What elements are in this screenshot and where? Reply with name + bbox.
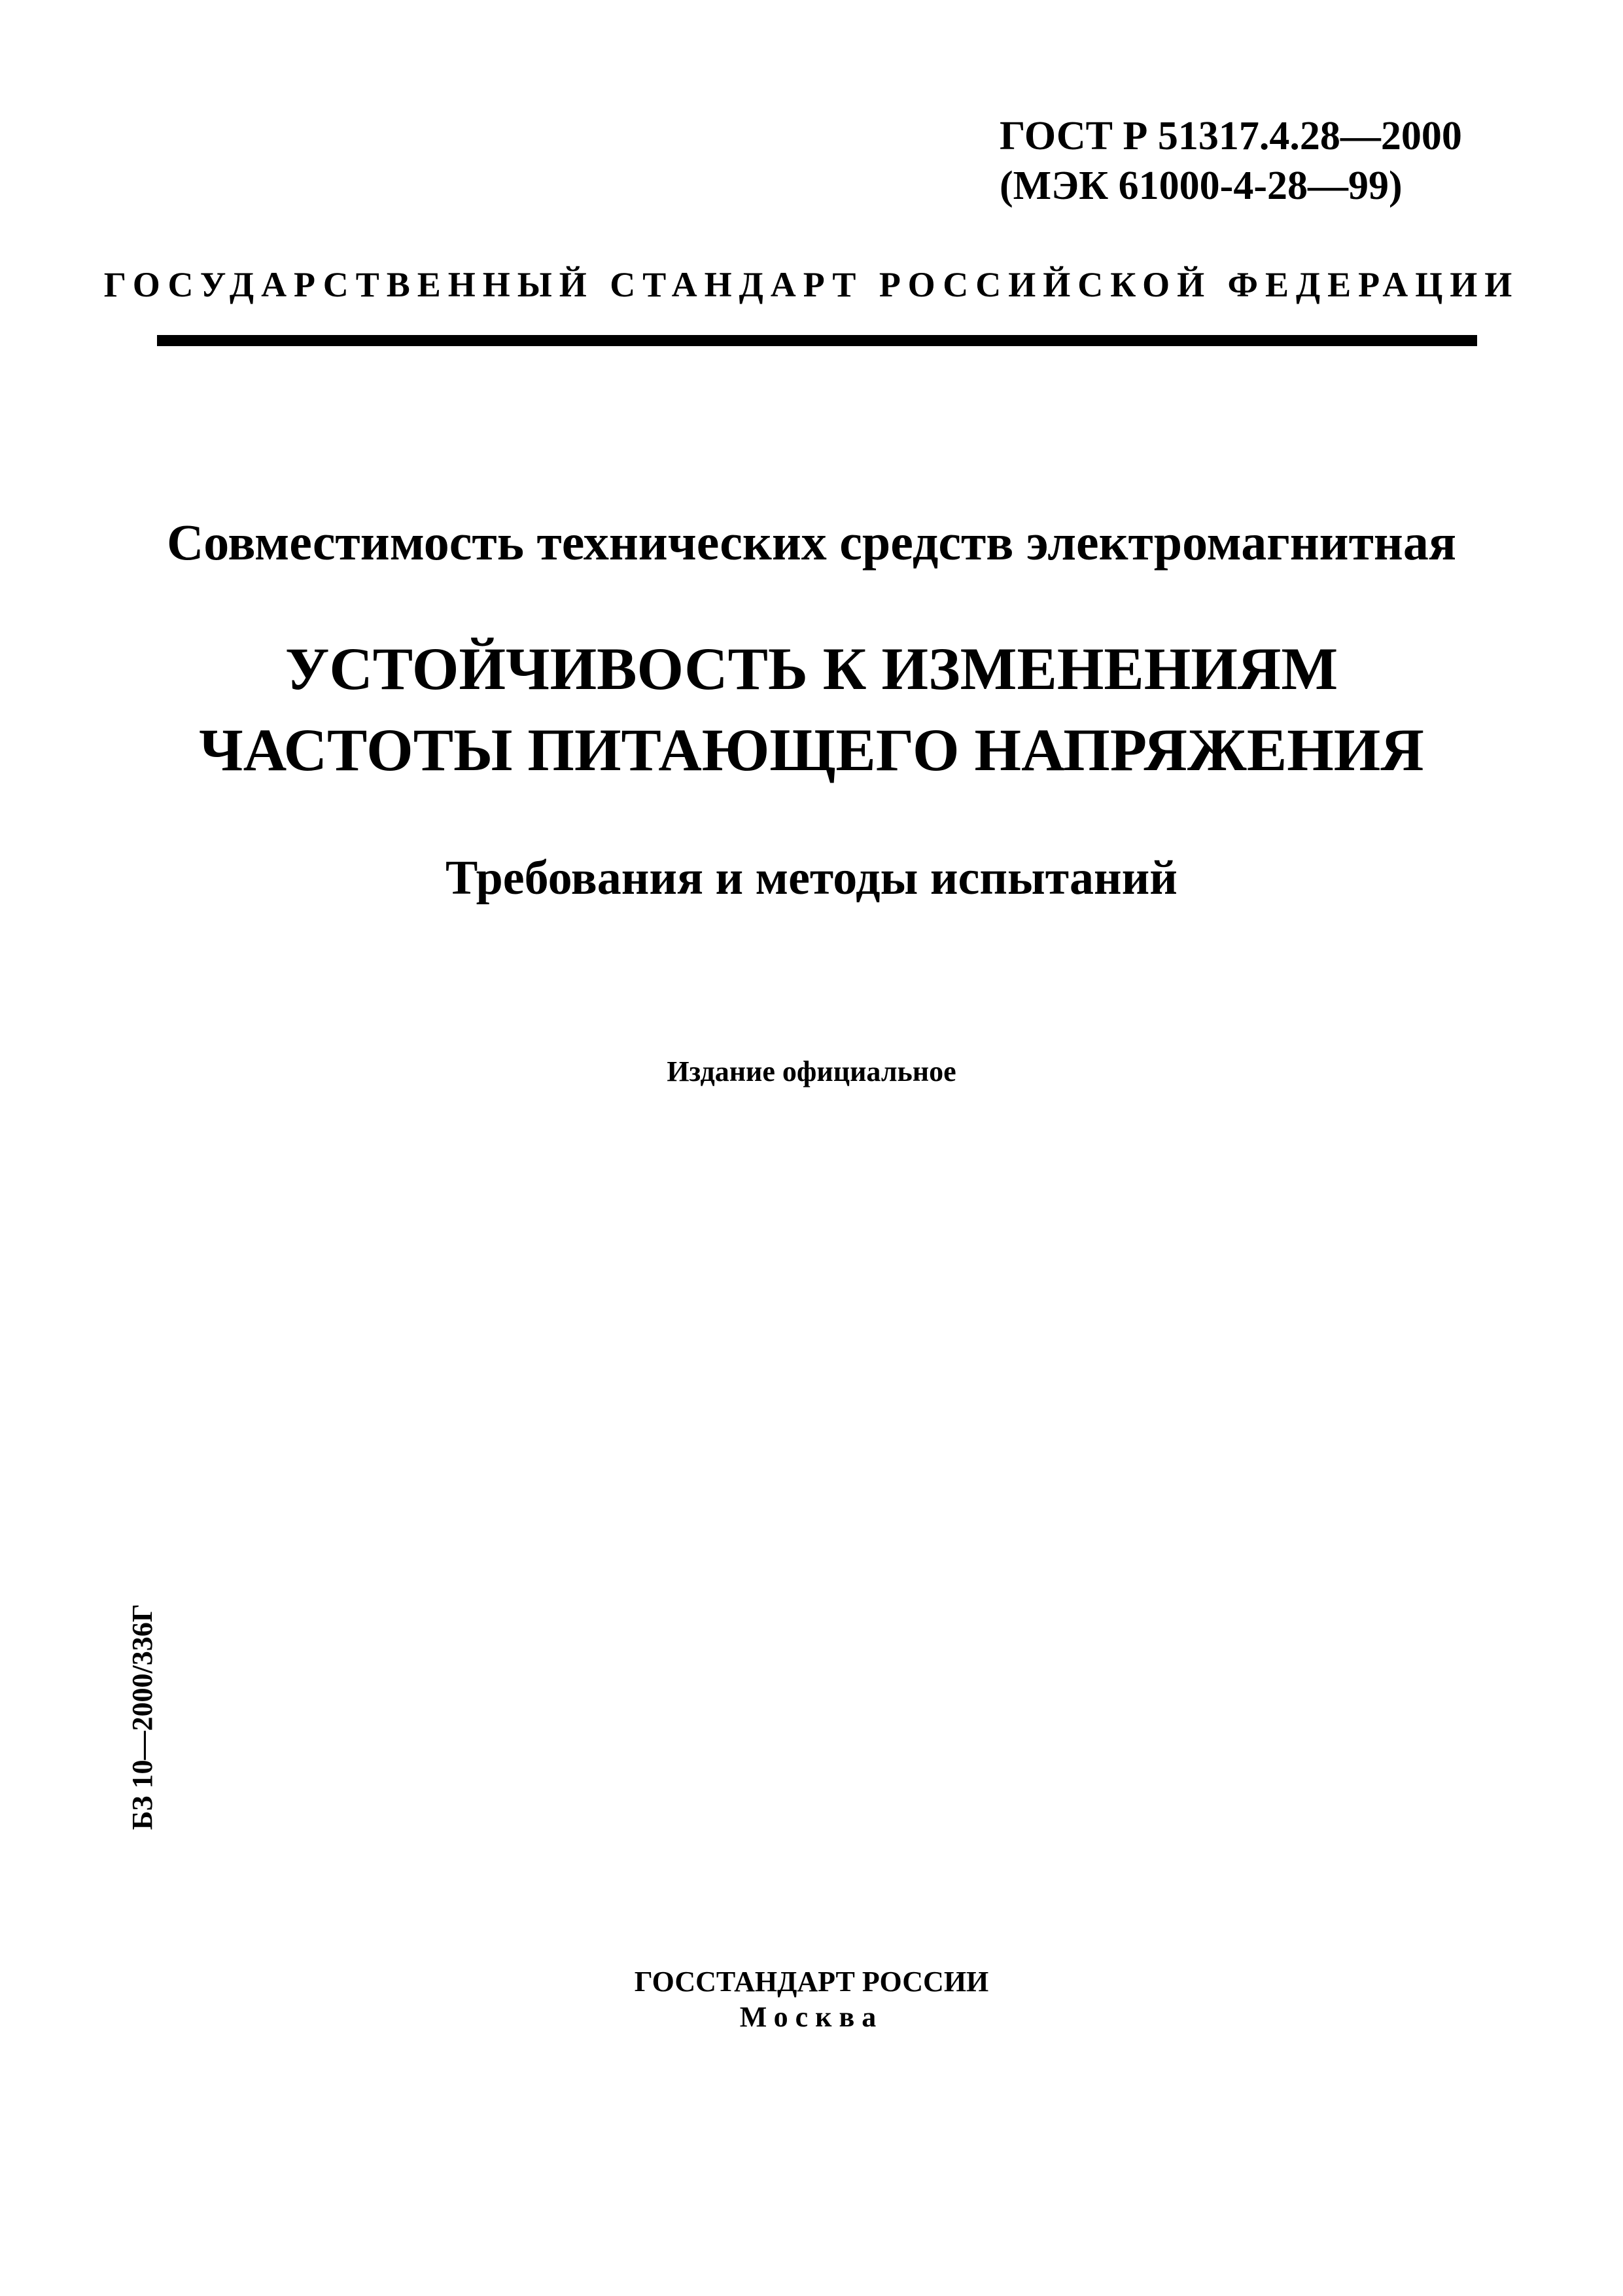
main-title (0, 628, 1623, 790)
main-title-line-1: УСТОЙЧИВОСТЬ К ИЗМЕНЕНИЯМ (285, 635, 1338, 702)
part-title: Требования и методы испытаний (445, 851, 1178, 905)
edition-note: Издание официальное (667, 1055, 956, 1087)
iec-code: (МЭК 61000-4-28—99) (1000, 164, 1403, 208)
issuing-authority: ГОСУДАРСТВЕННЫЙ СТАНДАРТ РОССИЙСКОЙ ФЕДЕРАЦИИ (103, 265, 1520, 304)
standard-designation (1000, 111, 1497, 211)
publisher-block (0, 1964, 1623, 2035)
subject-title: Совместимость технических средств электромагнитная (166, 514, 1457, 571)
publisher-name: ГОССТАНДАРТ РОССИИ (634, 1966, 989, 1998)
print-code-vertical: БЗ 10—2000/336Г (126, 1604, 158, 1830)
publisher-city: Москва (739, 2001, 884, 2033)
standard-code: ГОСТ Р 51317.4.28—2000 (1000, 114, 1462, 158)
main-title-line-2: ЧАСТОТЫ ПИТАЮЩЕГО НАПРЯЖЕНИЯ (199, 716, 1424, 783)
header-divider (157, 335, 1477, 346)
